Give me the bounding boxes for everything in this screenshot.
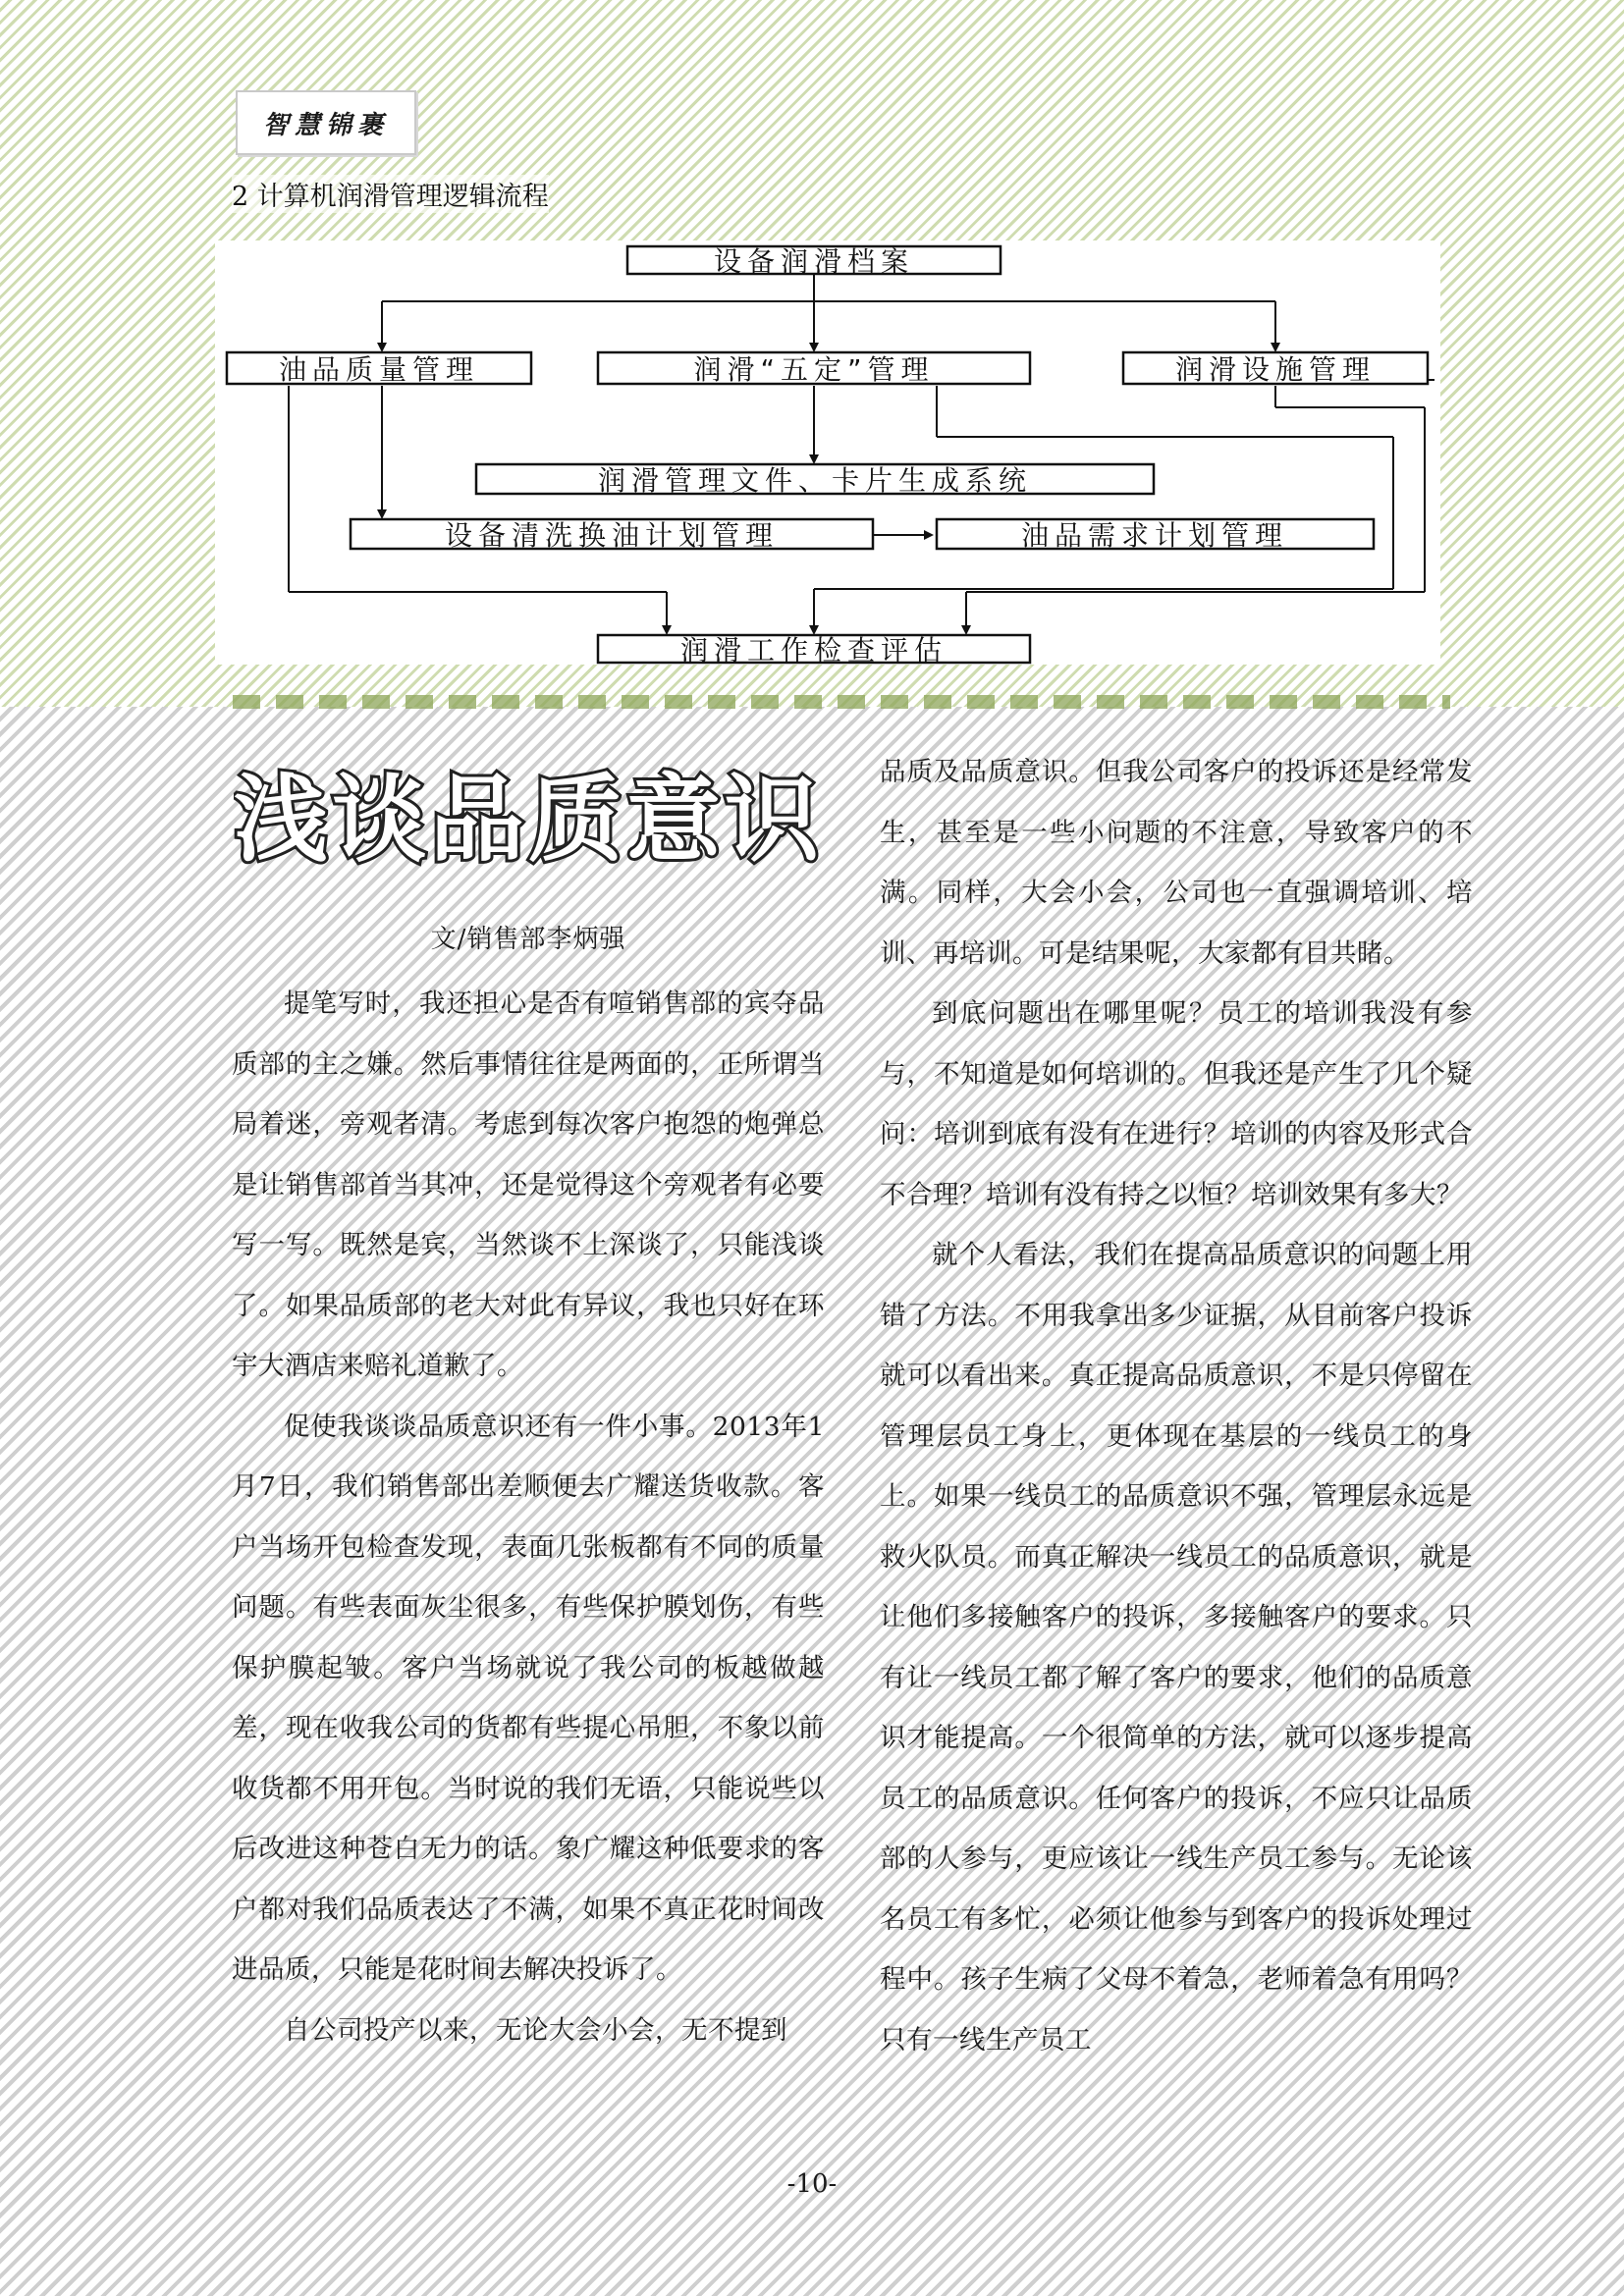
paragraph: 自公司投产以来，无论大会小会，无不提到 bbox=[284, 2014, 787, 2046]
node-docs-cards: 润滑管理文件、卡片生成系统 bbox=[597, 464, 1033, 497]
article-title-text: 浅谈品质意识 bbox=[234, 766, 823, 874]
left-column bbox=[232, 974, 825, 2060]
right-column bbox=[880, 742, 1473, 2070]
node-oil-quality: 油品质量管理 bbox=[278, 353, 480, 386]
paragraph: 促使我谈谈品质意识还有一件小事。2013年1月7日，我们销售部出差顺便去广耀送货收款。客户当场开包检查发现，表面几张板都有不同的质量问题。有些表面灰尘很多，有些保护膜划伤，有些保护膜起皱。客户当场就说了我公司的板越做越差，现在收我公司的货都有些提心吊胆，不象以前收货都不用开包。当时说的我们无语，只能说些以后改进这种苍白无力的话。象广耀这种低要求的客户都对我们品质表达了不满，如果不真正花时间改进品质，只能是花时间去解决投诉了。 bbox=[232, 1411, 825, 1985]
node-five-fixed: 润滑“五定”管理 bbox=[693, 353, 935, 386]
lubrication-flowchart bbox=[215, 240, 1440, 665]
paragraph: 到底问题出在哪里呢？员工的培训我没有参与，不知道是如何培训的。但我还是产生了几个疑问：培训到底有没有在进行？培训的内容及形式合不合理？培训有没有持之以恒？培训效果有多大？ bbox=[880, 998, 1473, 1210]
paragraph-continued: 品质及品质意识。但我公司客户的投诉还是经常发生，甚至是一些小问题的不注意，导致客户的不满。同样，大会小会，公司也一直强调培训、培训、再培训。可是结果呢，大家都有目共睹。 bbox=[880, 757, 1473, 969]
paragraph: 提笔写时，我还担心是否有喧销售部的宾夺品质部的主之嫌。然后事情往往是两面的，正所谓当局着迷，旁观者清。考虑到每次客户抱怨的炮弹总是让销售部首当其冲，还是觉得这个旁观者有必要写一写。既然是宾，当然谈不上深谈了，只能浅谈了。如果品质部的老大对此有异议，我也只好在环宇大酒店来赔礼道歉了。 bbox=[232, 988, 825, 1381]
article-byline: 文/销售部李炳强 bbox=[430, 925, 626, 954]
node-facility: 润滑设施管理 bbox=[1174, 353, 1377, 386]
article-title bbox=[234, 766, 823, 874]
section-heading: 2 计算机润滑管理逻辑流程 bbox=[232, 175, 549, 213]
node-archive: 设备润滑档案 bbox=[713, 245, 915, 278]
decorative-divider bbox=[233, 695, 1450, 709]
node-inspection: 润滑工作检查评估 bbox=[679, 634, 948, 665]
paragraph: 就个人看法，我们在提高品质意识的问题上用错了方法。不用我拿出多少证据，从目前客户投诉就可以看出来。真正提高品质意识，不是只停留在管理层员工身上，更体现在基层的一线员工的身上。如果一线员工的品质意识不强，管理层永远是救火队员。而真正解决一线员工的品质意识，就是让他们多接触客户的投诉，多接触客户的要求。只有让一线员工都了解了客户的要求，他们的品质意识才能提高。一个很简单的方法，就可以逐步提高员工的品质意识。任何客户的投诉，不应只让品质部的人参与，更应该让一线生产员工参与。无论该名员工有多忙，必须让他参与到客户的投诉处理过程中。孩子生病了父母不着急，老师着急有用吗？只有一线生产员工 bbox=[880, 1240, 1473, 2056]
magazine-tag: 智慧锦裹 bbox=[236, 90, 416, 155]
node-oil-demand: 油品需求计划管理 bbox=[1020, 519, 1289, 552]
node-clean-change: 设备清洗换油计划管理 bbox=[444, 519, 780, 552]
page-number: -10- bbox=[786, 2169, 838, 2199]
